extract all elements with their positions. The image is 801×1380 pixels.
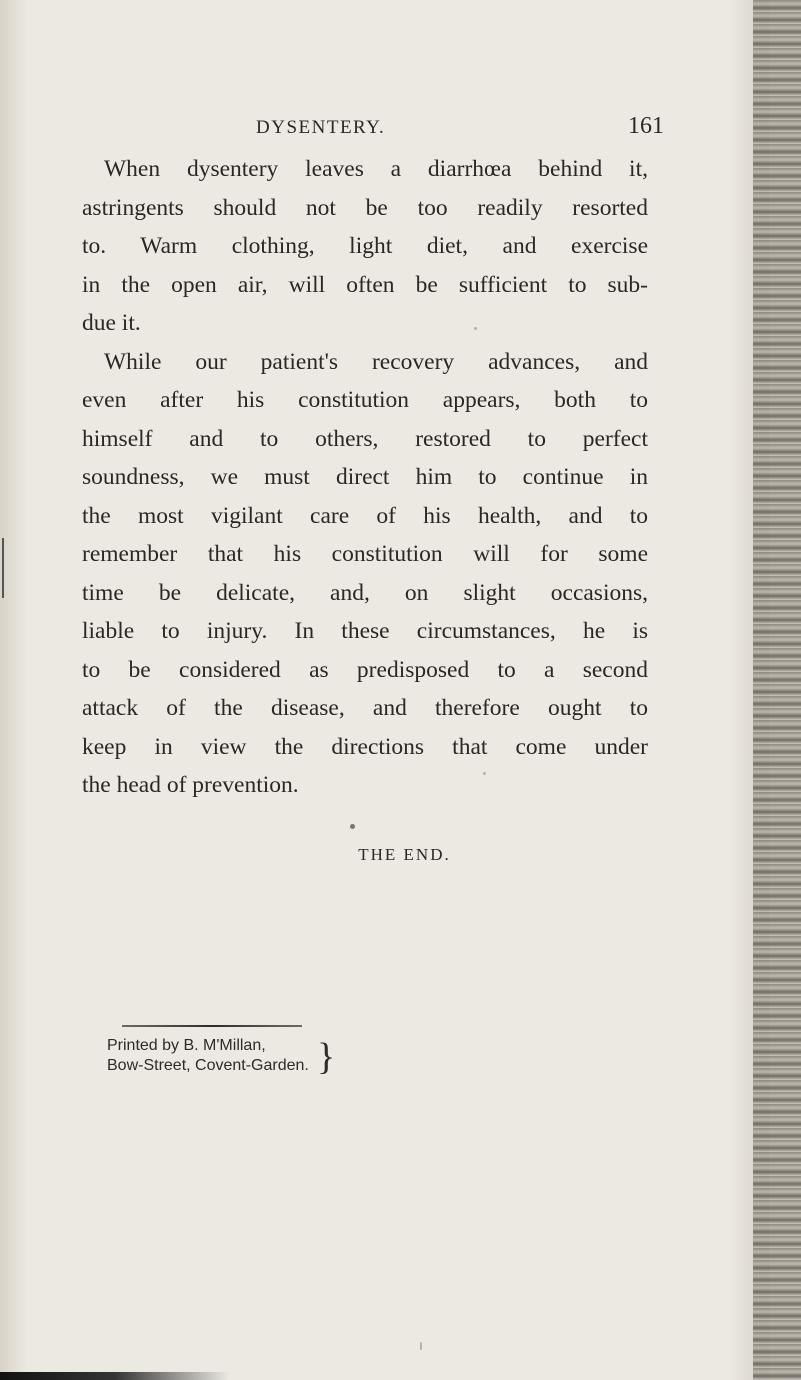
text-line: liable to injury. In these circumstances, he is xyxy=(82,618,648,644)
paper-speck xyxy=(474,327,477,330)
imprint-line: Printed by B. M'Millan, xyxy=(107,1037,266,1054)
ink-dot xyxy=(350,824,355,829)
text-line: When dysentery leaves a diarrhœa behind it, xyxy=(104,156,648,182)
text-line: remember that his constitution will for some xyxy=(82,541,648,567)
running-title: DYSENTERY. xyxy=(256,117,386,138)
text-line: soundness, we must direct him to continue in xyxy=(82,464,648,490)
text-line: attack of the disease, and therefore ought to xyxy=(82,695,648,721)
paper-speck xyxy=(483,772,486,775)
text-line: even after his constitution appears, both to xyxy=(82,387,648,413)
text-line: While our patient's recovery advances, and xyxy=(104,348,648,375)
text-line: in the open air, will often be sufficient to sub- xyxy=(82,271,648,298)
paper-speck xyxy=(420,1342,422,1350)
text-line: due it. xyxy=(82,310,141,336)
body-text xyxy=(82,150,648,805)
imprint-line: Bow-Street, Covent-Garden. xyxy=(107,1057,309,1074)
imprint-rule xyxy=(122,1025,302,1027)
page-stack-edge xyxy=(753,0,801,1380)
page-left-shadow xyxy=(0,0,28,1380)
text-line: to. Warm clothing, light diet, and exercise xyxy=(82,233,648,259)
text-line: himself and to others, restored to perfect xyxy=(82,425,648,452)
text-line: the most vigilant care of his health, and to xyxy=(82,502,648,529)
text-line: to be considered as predisposed to a second xyxy=(82,656,648,683)
the-end-note xyxy=(0,845,801,865)
text-line: keep in view the directions that come under xyxy=(82,733,648,760)
text-line: time be delicate, and, on slight occasions, xyxy=(82,579,648,606)
text-line: the head of prevention. xyxy=(82,772,299,798)
margin-mark xyxy=(2,538,4,598)
page-bottom-shadow xyxy=(0,1372,230,1380)
page-number: 161 xyxy=(628,113,664,139)
page-header xyxy=(0,113,801,153)
text-line: astringents should not be too readily resorted xyxy=(82,194,648,221)
brace-mark: } xyxy=(317,1036,336,1078)
the-end-text: THE END. xyxy=(358,845,451,864)
printer-imprint xyxy=(107,1036,309,1076)
